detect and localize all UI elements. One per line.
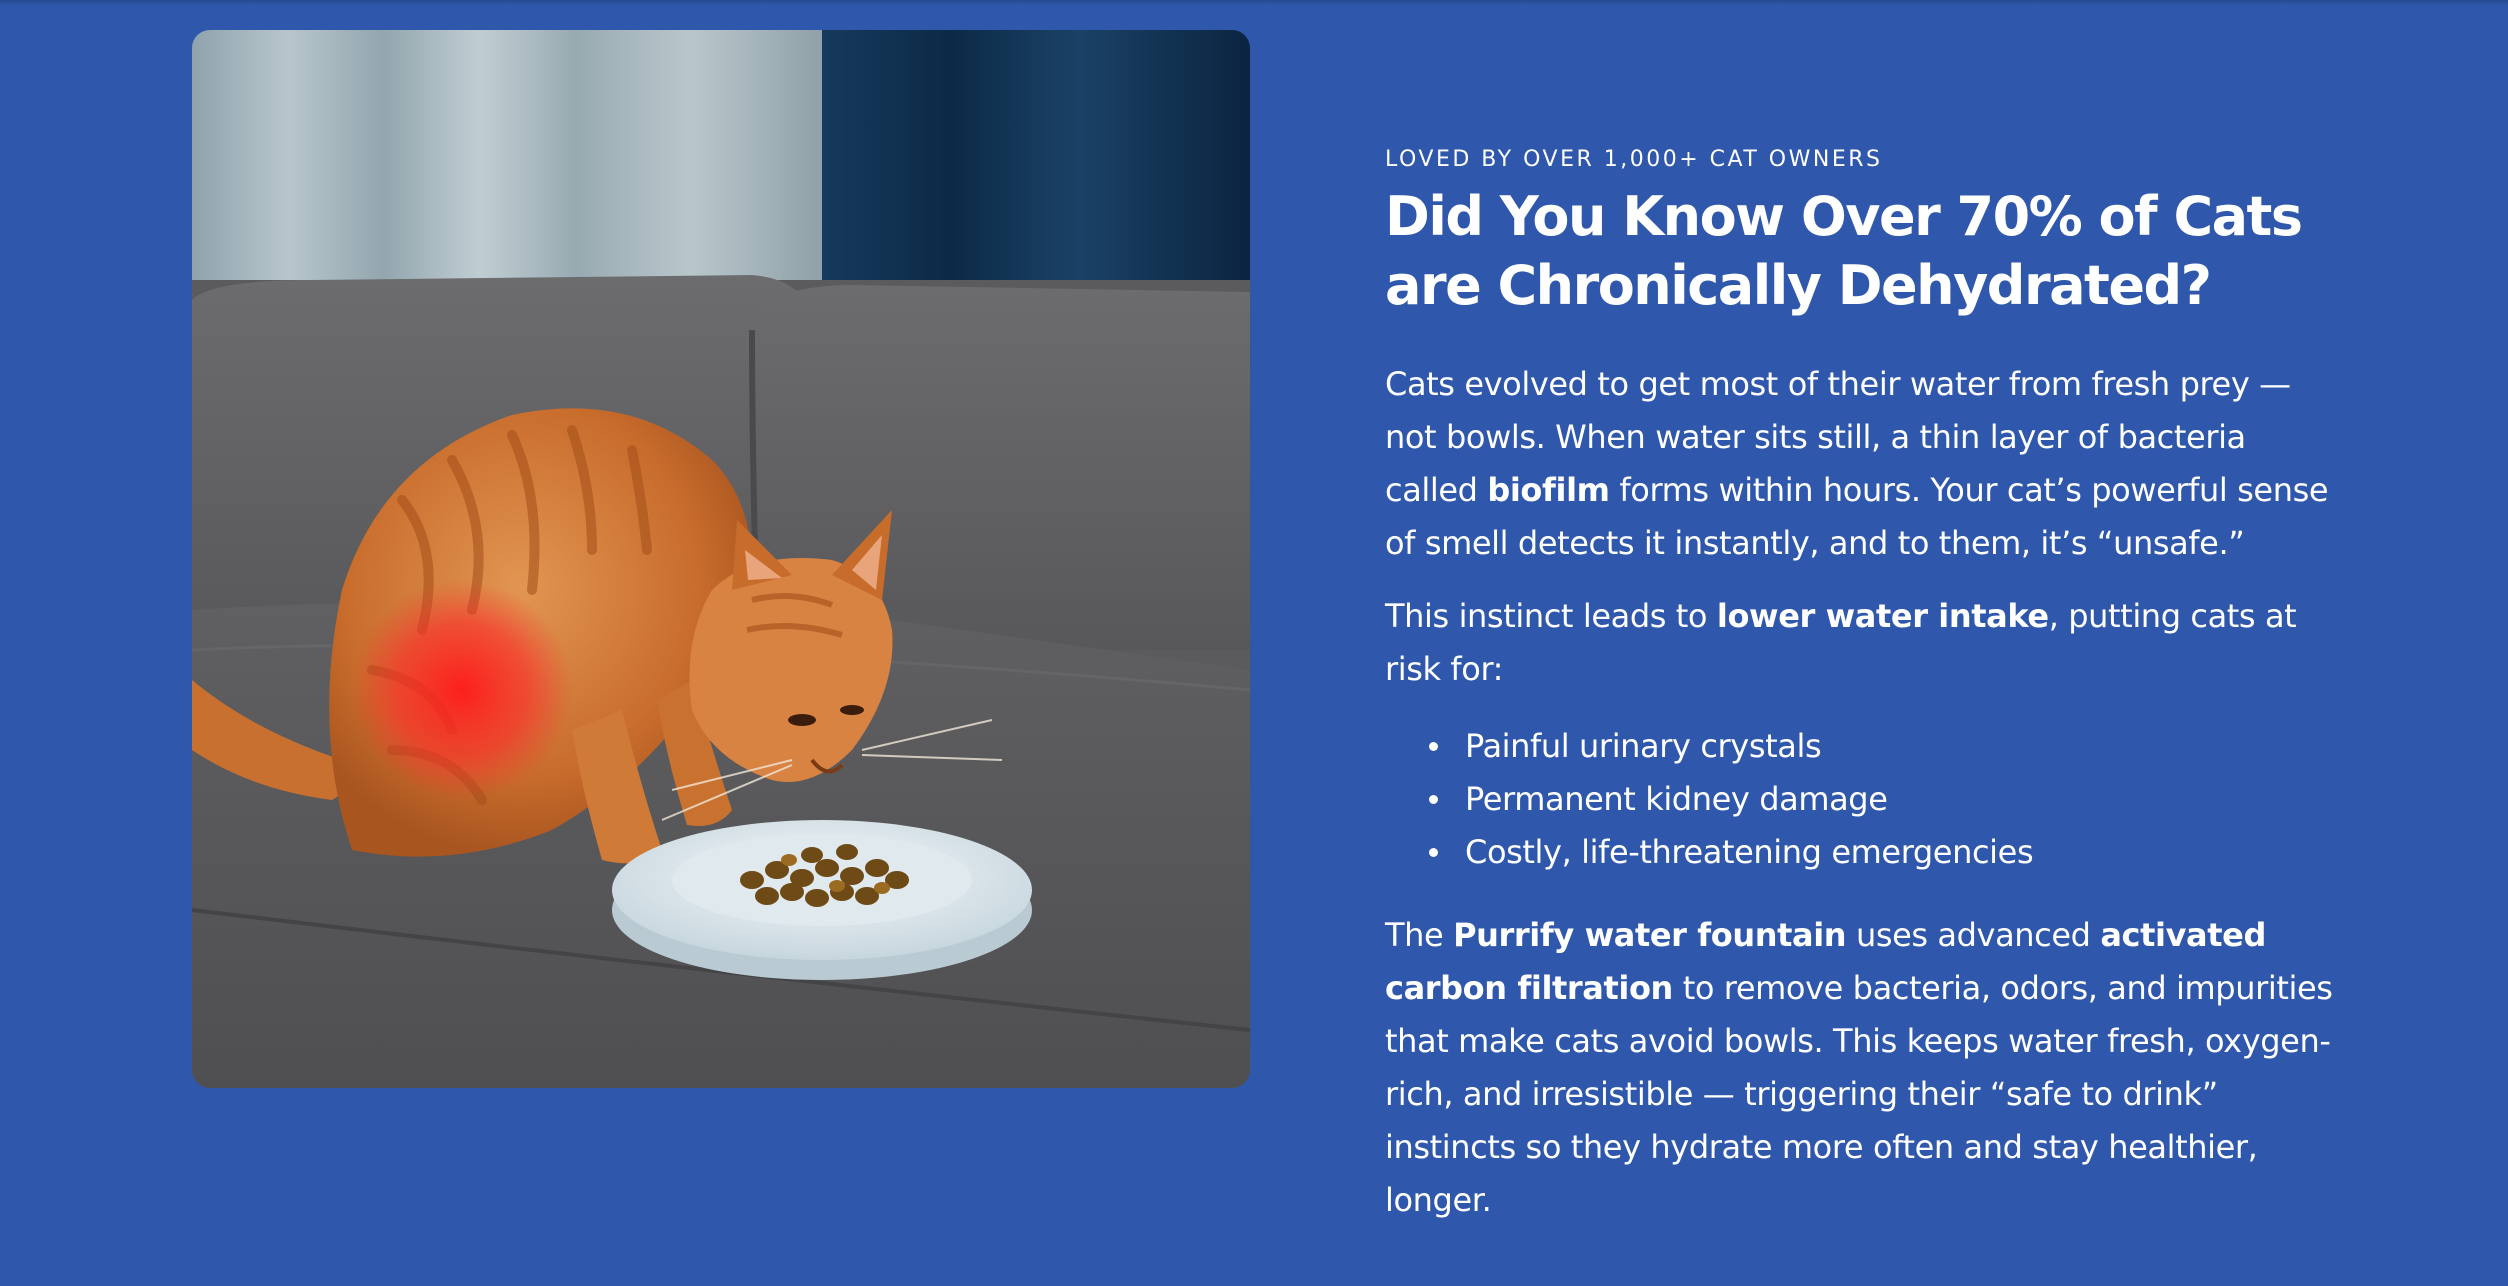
instinct-paragraph: [1385, 590, 2345, 696]
instinct-text-2: , putting cats at risk for:: [1385, 597, 2297, 688]
bullet-icon: [1429, 795, 1438, 804]
filtration-emphasis: activated carbon filtration: [1385, 916, 2266, 1007]
cat-eating-image: [192, 30, 1250, 1088]
social-proof-eyebrow: LOVED BY OVER 1,000+ CAT OWNERS: [1385, 147, 1883, 172]
product-text-1: The: [1385, 916, 1454, 954]
product-name-emphasis: Purrify water fountain: [1453, 916, 1847, 954]
risk-text: Painful urinary crystals: [1465, 727, 1822, 765]
cat-illustration: [192, 30, 1250, 1088]
product-text-3: to remove bacteria, odors, and impurities that make cats avoid bowls. This keeps water fresh, oxygen-rich, and irresistible — triggering their “safe to drink” instincts so they hydrate more often and stay healthier, longer.: [1385, 969, 2333, 1219]
product-text-2: uses advanced: [1846, 916, 2101, 954]
list-item: [1421, 826, 2345, 879]
list-item: [1421, 720, 2345, 773]
intro-text-2: forms within hours. Your cat’s powerful sense of smell detects it instantly, and to them, it’s “unsafe.”: [1385, 471, 2329, 562]
lower-water-intake-emphasis: lower water intake: [1716, 597, 2049, 635]
product-paragraph: [1385, 909, 2345, 1227]
risk-list: [1385, 720, 2345, 879]
biofilm-emphasis: biofilm: [1487, 471, 1610, 509]
intro-paragraph: [1385, 358, 2345, 570]
intro-text-1: Cats evolved to get most of their water from fresh prey — not bowls. When water sits still, a thin layer of bacteria called: [1385, 365, 2291, 509]
info-section: [1385, 146, 2345, 1247]
header-shadow: [0, 0, 2508, 6]
bullet-icon: [1429, 742, 1438, 751]
instinct-text-1: This instinct leads to: [1385, 597, 1717, 635]
bullet-icon: [1429, 848, 1438, 857]
risk-text: Costly, life-threatening emergencies: [1465, 833, 2034, 871]
list-item: [1421, 773, 2345, 826]
risk-text: Permanent kidney damage: [1465, 780, 1888, 818]
section-headline: Did You Know Over 70% of Cats are Chronically Dehydrated?: [1385, 185, 2302, 317]
